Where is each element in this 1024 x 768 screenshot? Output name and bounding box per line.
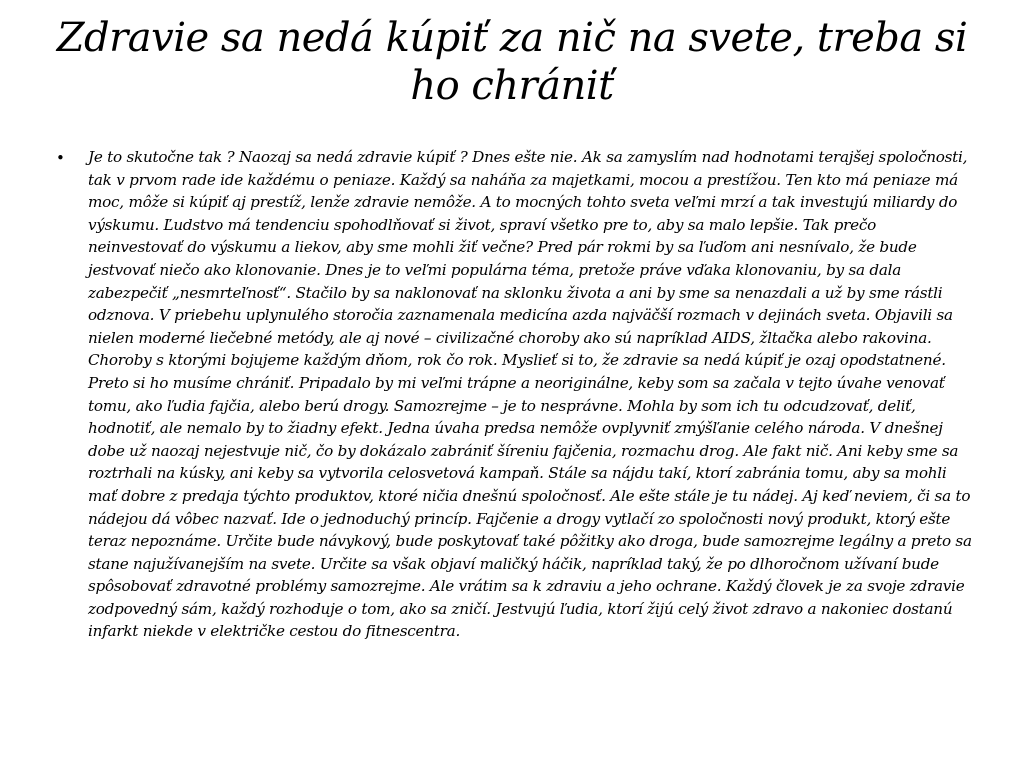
bullet-text: Je to skutočne tak ? Naozaj sa nedá zdravie kúpiť ? Dnes ešte nie. Ak sa zamyslím nad hodnotami terajšej spoločnosti, tak v prvom rade ide každému o peniaze. Každý sa naháňa za majetkami, mocou a prestížou. Ten kto má peniaze má moc, môže si kúpiť aj prestíž, lenže zdravie nemôže. A to mocných tohto sveta veľmi mrzí a tak investujú miliardy do výskumu. Ľudstvo má tendenciu spohodlňovať si život, spraví všetko pre to, aby sa malo lepšie. Tak prečo neinvestovať do výskumu a liekov, aby sme mohli žiť večne? Pred pár rokmi by sa ľuďom ani nesnívalo, že bude jestvovať niečo ako klonovanie. Dnes je to veľmi populárna téma, pretože práve vďaka klonovaniu, by sa dala zabezpečiť „nesmrteľnosť“. Stačilo by sa naklonovať na sklonku života a ani by sme sa nenazdali a už by sme rástli odznova. V priebehu uplynulého storočia zaznamenala medicína azda najväčší rozmach v dejinách sveta. Objavili sa nielen moderné liečebné metódy, ale aj nové – civilizačné choroby ako sú napríklad AIDS, žltačka alebo rakovina. Choroby s ktorými bojujeme každým dňom, rok čo rok. Myslieť si to, že zdravie sa nedá kúpiť je ozaj opodstatnené. Preto si ho musíme chrániť. Pripadalo by mi veľmi trápne a neoriginálne, keby som sa začala v tejto úvahe venovať tomu, ako ľudia fajčia, alebo berú drogy. Samozrejme – je to nesprávne. Mohla by som ich tu odcudzovať, deliť, hodnotiť, ale nemalo by to žiadny efekt. Jedna úvaha predsa nemôže ovplyvniť zmýšľanie celého národa. V dnešnej dobe už naozaj nejestvuje nič, čo by dokázalo zabrániť šíreniu fajčenia, rozmachu drog. Ale fakt nič. Ani keby sme sa roztrhali na kúsky, ani keby sa vytvorila celosvetová kampaň. Stále sa nájdu takí, ktorí zabránia tomu, aby sa mohli mať dobre z predaja týchto produktov, ktoré ničia dnešnú spoločnosť. Ale ešte stále je tu nádej. Aj keď neviem, či sa to nádejou dá vôbec nazvať. Ide o jednoduchý princíp. Fajčenie a drogy vytlačí zo spoločnosti nový produkt, ktorý ešte teraz nepoznáme. Určite bude návykový, bude poskytovať také pôžitky ako droga, bude samozrejme legálny a preto sa stane najužívanejším na svete. Určite sa však objaví maličký háčik, napríklad taký, že po dlhoročnom užívaní bude spôsobovať zdravotné problémy samozrejme. Ale vrátim sa k zdraviu a jeho ochrane. Každý človek je za svoje zdravie zodpovedný sám, každý rozhoduje o tom, ako sa zničí. Jestvujú ľudia, ktorí žijú celý život zdravo a nakoniec dostanú infarkt niekde v električke cestou do fitnescentra. xyxy=(88,148,972,641)
bullet-marker: • xyxy=(56,149,65,167)
bullet-item xyxy=(56,146,972,643)
bullet-list xyxy=(56,146,972,643)
slide-title: Zdravie sa nedá kúpiť za nič na svete, treba si ho chrániť xyxy=(56,15,968,109)
